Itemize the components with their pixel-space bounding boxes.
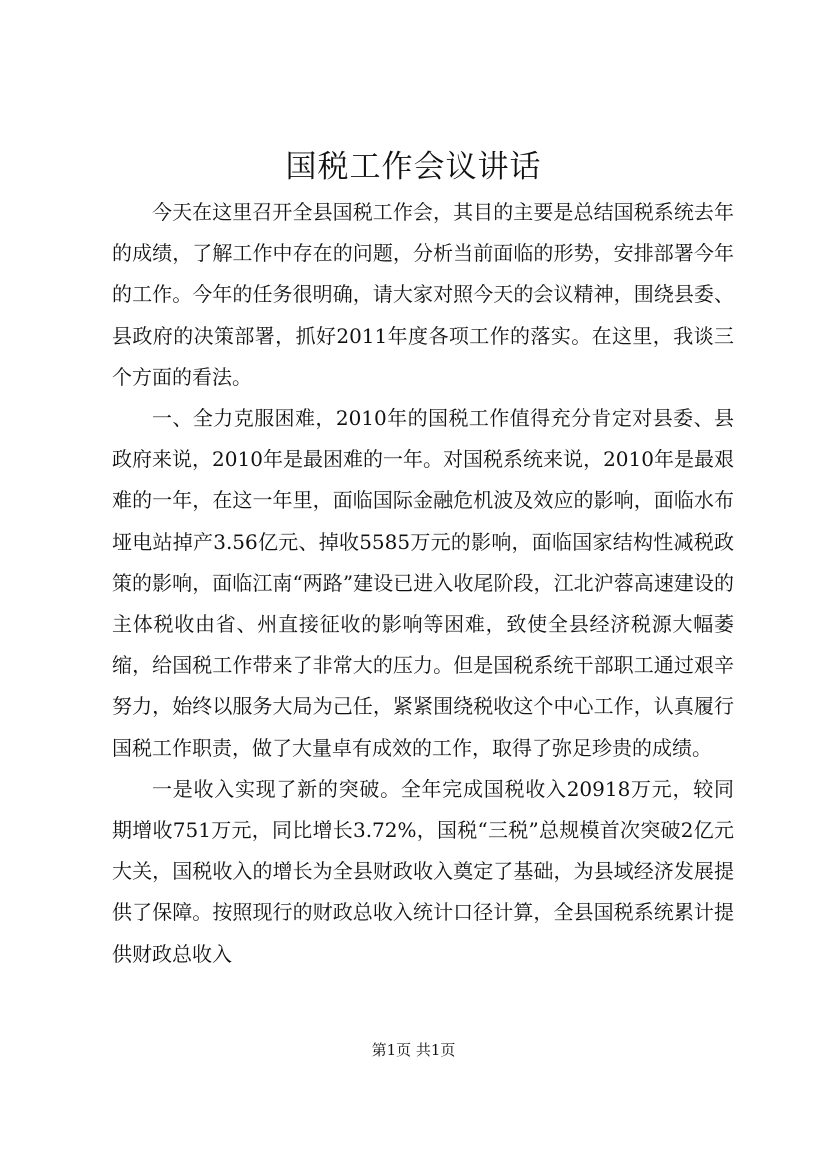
- page-footer: 第1页 共1页: [371, 1041, 456, 1059]
- paragraph-section-one: 一、全力克服困难，2010年的国税工作值得充分肯定对县委、县政府来说，2010年是最困难的一年。对国税系统来说，2010年是最艰难的一年，在这一年里，面临国际金融危机波及效应的影响，面临水布垭电站掉产3.56亿元、掉收5585万元的影响，面临国家结构性减税政策的影响，面临江南“两路”建设已进入收尾阶段，江北沪蓉高速建设的主体税收由省、州直接征收的影响等困难，致使全县经济税源大幅萎缩，给国税工作带来了非常大的压力。但是国税系统干部职工通过艰辛努力，始终以服务大局为己任，紧紧围绕税收这个中心工作，认真履行国税工作职责，做了大量卓有成效的工作，取得了弥足珍贵的成绩。: [112, 406, 734, 760]
- document-body: [112, 192, 734, 975]
- paragraph-revenue: 一是收入实现了新的突破。全年完成国税收入20918万元，较同期增收751万元，同比增长3.72%，国税“三税”总规模首次突破2亿元大关，国税收入的增长为全县财政收入奠定了基础，为县域经济发展提供了保障。按照现行的财政总收入统计口径计算，全县国税系统累计提供财政总收入: [112, 776, 734, 966]
- document-title: 国税工作会议讲话: [285, 149, 542, 185]
- paragraph-intro: 今天在这里召开全县国税工作会，其目的主要是总结国税系统去年的成绩，了解工作中存在的问题，分析当前面临的形势，安排部署今年的工作。今年的任务很明确，请大家对照今天的会议精神，围绕县委、县政府的决策部署，抓好2011年度各项工作的落实。在这里，我谈三个方面的看法。: [112, 200, 734, 389]
